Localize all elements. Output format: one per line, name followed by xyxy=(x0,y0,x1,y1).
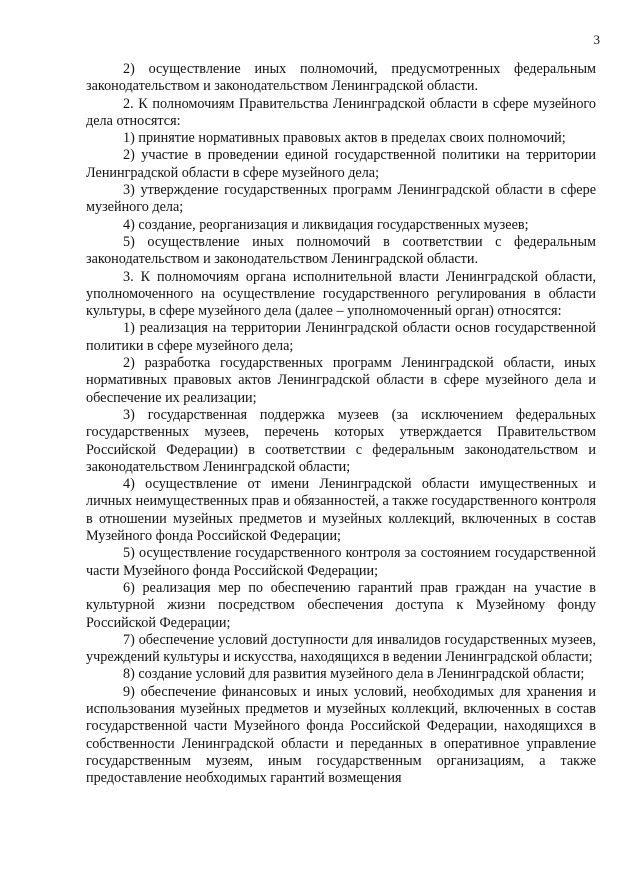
paragraph-section-3: 3. К полномочиям органа исполнительной власти Ленинградской области, уполномоченного на осуществление государственного регулирования в области культуры, в сфере музейного дела (далее – уполномоченный орган) относятся: xyxy=(86,268,596,320)
paragraph-3-2: 2) разработка государственных программ Ленинградской области, иных нормативных правовых актов Ленинградской области в сфере музейного дела и обеспечение их реализации; xyxy=(86,355,596,406)
paragraph-3-4: 4) осуществление от имени Ленинградской области имущественных и личных неимущественных прав и обязанностей, а также государственного контроля в отношении музейных предметов и музейных коллекций, включенных в состав Музейного фонда Российской Федерации; xyxy=(86,476,596,545)
paragraph-1-2: 2) осуществление иных полномочий, предусмотренных федеральным законодательством и законодательством Ленинградской области. xyxy=(86,61,596,95)
paragraph-section-2: 2. К полномочиям Правительства Ленинградской области в сфере музейного дела относятся: xyxy=(86,95,596,129)
page-number: 3 xyxy=(593,32,600,47)
paragraph-2-5: 5) осуществление иных полномочий в соответствии с федеральным законодательством и законодательством Ленинградской области. xyxy=(86,233,596,268)
paragraph-3-9: 9) обеспечение финансовых и иных условий, необходимых для хранения и использования музейных предметов и музейных коллекций, включенных в состав государственной части Музейного фонда Российской Федерации, находящихся в собственности Ленинградской области и переданных в оперативное управление государственным музеям, иным государственным организациям, а также предоставление необходимых гарантий возмещения xyxy=(86,683,596,787)
paragraph-3-1: 1) реализация на территории Ленинградской области основ государственной политики в сфере музейного дела; xyxy=(86,320,596,354)
paragraph-3-7: 7) обеспечение условий доступности для инвалидов государственных музеев, учреждений культуры и искусства, находящихся в ведении Ленинградской области; xyxy=(86,631,596,666)
paragraph-2-4: 4) создание, реорганизация и ликвидация государственных музеев; xyxy=(123,216,529,233)
paragraph-2-3: 3) утверждение государственных программ Ленинградской области в сфере музейного дела; xyxy=(86,182,596,216)
paragraph-3-5: 5) осуществление государственного контроля за состоянием государственной части Музейного фонда Российской Федерации; xyxy=(86,545,596,579)
paragraph-2-2: 2) участие в проведении единой государственной политики на территории Ленинградской области в сфере музейного дела; xyxy=(86,147,596,181)
document-body xyxy=(86,61,596,787)
paragraph-2-1: 1) принятие нормативных правовых актов в пределах своих полномочий; xyxy=(123,130,566,147)
paragraph-3-8: 8) создание условий для развития музейного дела в Ленинградской области; xyxy=(123,666,585,683)
paragraph-3-6: 6) реализация мер по обеспечению гарантий прав граждан на участие в культурной жизни посредством обеспечения доступа к Музейному фонду Российской Федерации; xyxy=(86,579,596,631)
paragraph-3-3: 3) государственная поддержка музеев (за исключением федеральных государственных музеев, перечень которых утверждается Правительством Российской Федерации) в соответствии с федеральным законодательством и законодательством Ленинградской области; xyxy=(86,406,596,475)
